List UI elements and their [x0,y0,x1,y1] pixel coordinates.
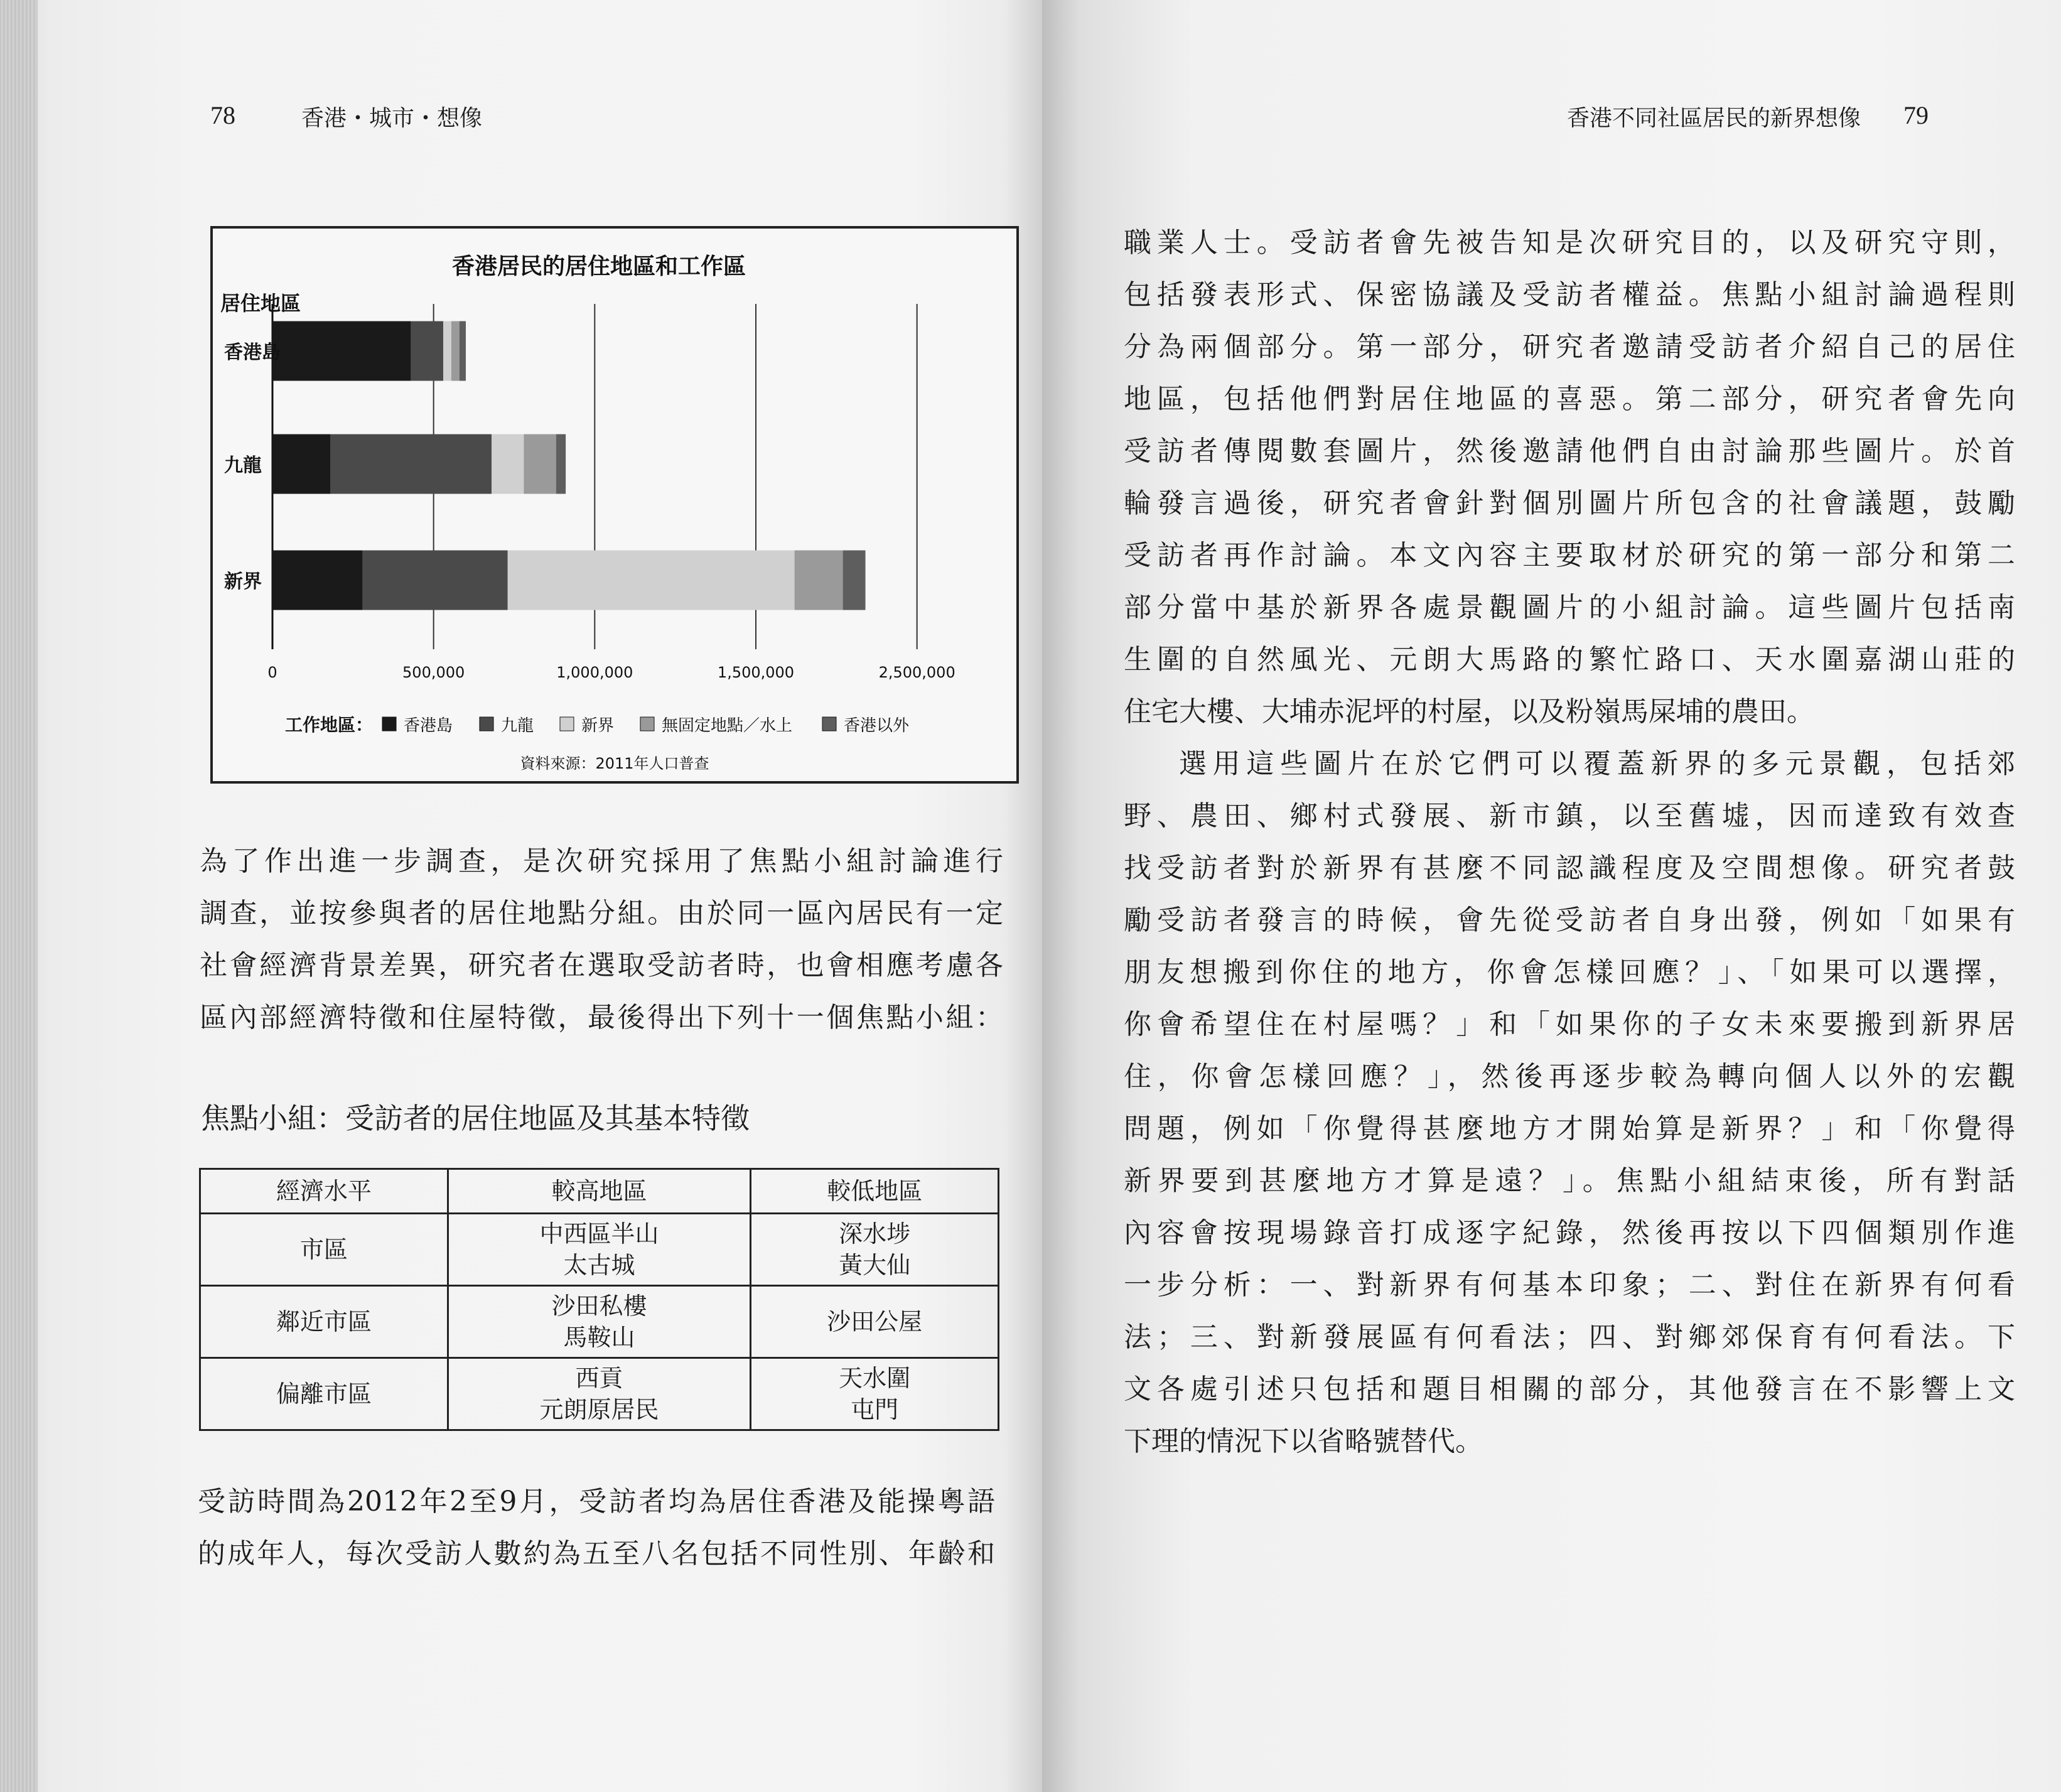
text-line: 下理的情況下以省略號替代。 [1124,1425,1483,1457]
legend-entry: 新界 [581,716,615,735]
chart-bar-segment [272,551,363,610]
cell-line: 沙田公屋 [827,1308,923,1336]
chart-x-tick-label: 1,000,000 [556,664,633,681]
text-line: 社會經濟背景差異，研究者在選取受訪者時，也會相應考慮各 [200,949,1003,981]
table-cell [751,1358,999,1430]
chart-title: 香港居民的居住地區和工作區 [451,254,746,279]
text-line: 內容會按現場錄音打成逐字紀錄，然後再按以下四個類別作進 [1124,1217,2015,1249]
chart-x-tick-label: 500,000 [402,664,465,681]
chart-bar-segment [272,435,330,494]
legend-swatch [560,717,574,731]
text-line: 住宅大樓、大埔赤泥坪的村屋，以及粉嶺馬屎埔的農田。 [1124,696,1814,728]
chart-x-tick-label: 2,500,000 [878,664,955,681]
left-paragraph-2 [198,1476,995,1580]
chart-bars [272,321,866,610]
chart-box [210,226,1019,784]
chart-bar-segment [451,321,460,381]
text-line: 為了作出進一步調查，是次研究採用了焦點小組討論進行 [200,845,1003,877]
text-line: 調查，並按參與者的居住地點分組。由於同一區內居民有一定 [200,897,1003,929]
legend-entry: 無固定地點／水上 [662,716,793,735]
chart-bar-segment [330,435,492,494]
cell-line: 西貢 [575,1364,623,1392]
cell-line: 中西區半山 [539,1220,659,1248]
text-line: 受訪時間為2012年2至9月，受訪者均為居住香港及能操粵語 [198,1486,995,1518]
cell-line: 沙田私樓 [551,1292,647,1320]
cell-line: 黃大仙 [839,1251,911,1279]
text-line: 地區，包括他們對居住地區的喜惡。第二部分，研究者會先向 [1124,383,2015,415]
chart-legend [382,716,910,735]
text-line: 分為兩個部分。第一部分，研究者邀請受訪者介紹自己的居住 [1124,331,2015,363]
table-title: 焦點小組：受訪者的居住地區及其基本特徵 [201,1101,750,1135]
text-line: 找受訪者對於新界有甚麼不同認識程度及空間想像。研究者鼓 [1124,852,2015,884]
table-cell [448,1358,750,1430]
right-page [1042,0,2061,1792]
cell-line: 天水圍 [839,1364,911,1392]
text-line: 輪發言過後，研究者會針對個別圖片所包含的社會議題，鼓勵 [1124,487,2015,519]
stacked-bar-chart [213,229,1016,781]
table-cell [751,1214,999,1286]
table-row [200,1358,999,1430]
text-line: 選用這些圖片在於它們可以覆蓋新界的多元景觀，包括郊 [1179,748,2015,780]
row-label: 鄰近市區 [200,1286,448,1358]
legend-swatch [480,717,493,731]
page-number-left: 78 [210,101,235,129]
running-head-left: 香港・城市・想像 [301,105,483,131]
cell-line: 深水埗 [839,1220,911,1248]
text-line: 部分當中基於新界各處景觀圖片的小組討論。這些圖片包括南 [1124,591,2015,623]
chart-bar-segment [508,551,795,610]
right-paragraph-2 [1124,738,2015,1467]
cell-line: 屯門 [851,1396,899,1423]
chart-bar-segment [272,321,411,381]
legend-entry: 香港島 [404,716,453,735]
row-label: 偏離市區 [200,1358,448,1430]
text-line: 包括發表形式、保密協議及受訪者權益。焦點小組討論過程則 [1124,279,2015,311]
chart-bar-segment [492,435,524,494]
text-line: 朋友想搬到你住的地方，你會怎樣回應？」、「如果可以選擇， [1124,956,2015,988]
text-line: 區內部經濟特徵和住屋特徵，最後得出下列十一個焦點小組： [200,1001,1003,1034]
text-line: 住，你會怎樣回應？」，然後再逐步較為轉向個人以外的宏觀 [1124,1061,2015,1093]
table-cell [448,1214,750,1286]
table-header-cell: 較高地區 [448,1169,750,1214]
legend-swatch [640,717,654,731]
chart-y-axis-label: 居住地區 [220,291,301,315]
table-header-cell: 經濟水平 [200,1169,448,1214]
table-cell [448,1286,750,1358]
page-edge [0,0,38,1792]
text-line: 勵受訪者發言的時候，會先從受訪者自身出發，例如「如果有 [1124,904,2015,936]
table-cell [751,1286,999,1358]
text-line: 問題，例如「你覺得甚麼地方才開始算是新界？」和「你覺得 [1124,1113,2015,1145]
cell-line: 太古城 [563,1251,635,1279]
chart-bar-segment [556,435,566,494]
chart-bar-segment [443,321,451,381]
table-header-cell: 較低地區 [751,1169,999,1214]
chart-bar-segment [411,321,443,381]
legend-label: 工作地區： [285,715,374,735]
legend-swatch [822,717,836,731]
text-line: 法；三、對新發展區有何看法；四、對鄉郊保育有何看法。下 [1124,1321,2015,1353]
right-paragraph-1 [1124,217,2015,738]
left-paragraph-1 [200,835,1003,1044]
text-line: 生圍的自然風光、元朗大馬路的繁忙路口、天水圍嘉湖山莊的 [1124,644,2015,676]
chart-bar-segment [524,435,556,494]
table-row [200,1286,999,1358]
table-header-row [200,1169,999,1214]
legend-entry: 香港以外 [844,716,910,735]
chart-bar-segment [843,551,866,610]
chart-bar-segment [363,551,508,610]
running-head-right: 香港不同社區居民的新界想像 [1567,105,1861,131]
text-line: 你會希望住在村屋嗎？」和「如果你的子女未來要搬到新界居 [1124,1008,2015,1040]
text-line: 受訪者傳閱數套圖片，然後邀請他們自由討論那些圖片。於首 [1124,435,2015,467]
page-number-right: 79 [1903,101,1929,129]
text-line: 職業人士。受訪者會先被告知是次研究目的，以及研究守則， [1124,227,2015,259]
chart-category-label: 九龍 [224,455,262,477]
legend-entry: 九龍 [501,716,534,735]
text-line: 受訪者再作討論。本文內容主要取材於研究的第一部分和第二 [1124,539,2015,571]
text-line: 的成年人，每次受訪人數約為五至八名包括不同性別、年齡和 [198,1538,995,1570]
text-line: 一步分析：一、對新界有何基本印象；二、對住在新界有何看 [1124,1269,2015,1301]
chart-category-label: 香港島 [224,342,281,364]
chart-category-label: 新界 [224,571,262,593]
text-line: 野、農田、鄉村式發展、新市鎮，以至舊墟，因而達致有效查 [1124,800,2015,832]
chart-x-ticks [267,664,955,681]
table-row [200,1214,999,1286]
focus-group-table [199,1168,999,1431]
chart-source: 資料來源：2011年人口普查 [520,755,709,772]
chart-x-tick-label: 0 [267,664,277,681]
text-line: 新界要到甚麼地方才算是遠？」。焦點小組結束後，所有對話 [1124,1165,2015,1197]
chart-bar-segment [795,551,843,610]
row-label: 市區 [200,1214,448,1286]
chart-bar-segment [460,321,466,381]
chart-x-tick-label: 1,500,000 [717,664,795,681]
legend-swatch [382,717,396,731]
text-line: 文各處引述只包括和題目相關的部分，其他發言在不影響上文 [1124,1373,2015,1405]
cell-line: 元朗原居民 [539,1396,659,1423]
cell-line: 馬鞍山 [563,1324,635,1351]
